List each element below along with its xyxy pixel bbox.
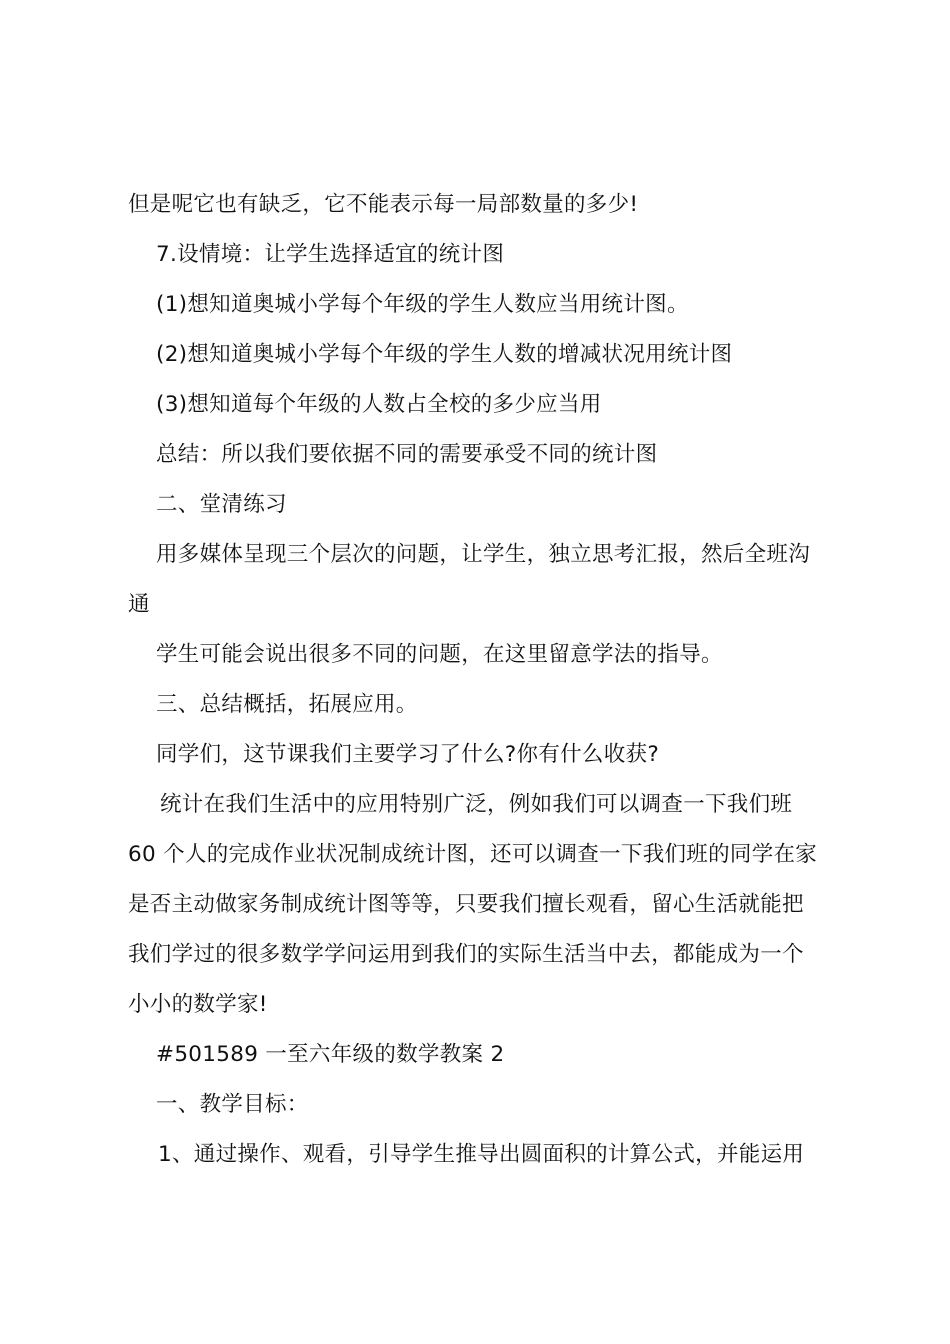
paragraph-line: 同学们，这节课我们主要学习了什么?你有什么收获?: [156, 742, 660, 767]
paragraph-line: 统计在我们生活中的应用特别广泛，例如我们可以调查一下我们班: [160, 792, 793, 817]
paragraph-line: 1、通过操作、观看，引导学生推导出圆面积的计算公式，并能运用: [158, 1142, 805, 1167]
paragraph-line: (3)想知道每个年级的人数占全校的多少应当用: [156, 392, 602, 417]
paragraph-line: 7.设情境：让学生选择适宜的统计图: [156, 242, 505, 267]
document-title: #501589 一至六年级的数学教案 2: [156, 1042, 505, 1067]
paragraph-line: (1)想知道奥城小学每个年级的学生人数应当用统计图。: [156, 292, 689, 317]
paragraph-line: 学生可能会说出很多不同的问题，在这里留意学法的指导。: [156, 642, 723, 667]
paragraph-line: 60 个人的完成作业状况制成统计图，还可以调查一下我们班的同学在家: [128, 842, 818, 867]
paragraph-line: (2)想知道奥城小学每个年级的学生人数的增减状况用统计图: [156, 342, 733, 367]
section-heading: 二、堂清练习: [156, 492, 287, 517]
paragraph-line: 小小的数学家!: [128, 992, 268, 1017]
paragraph-line: 总结：所以我们要依据不同的需要承受不同的统计图: [156, 442, 658, 467]
paragraph-line: 用多媒体呈现三个层次的问题，让学生，独立思考汇报，然后全班沟: [156, 542, 811, 567]
paragraph-line: 我们学过的很多数学学问运用到我们的实际生活当中去，都能成为一个: [128, 942, 804, 967]
section-heading: 一、教学目标：: [156, 1092, 309, 1117]
paragraph-line: 通: [128, 592, 150, 617]
paragraph-line: 但是呢它也有缺乏，它不能表示每一局部数量的多少!: [128, 192, 639, 217]
section-heading: 三、总结概括，拓展应用。: [156, 692, 418, 717]
paragraph-line: 是否主动做家务制成统计图等等，只要我们擅长观看，留心生活就能把: [128, 892, 804, 917]
